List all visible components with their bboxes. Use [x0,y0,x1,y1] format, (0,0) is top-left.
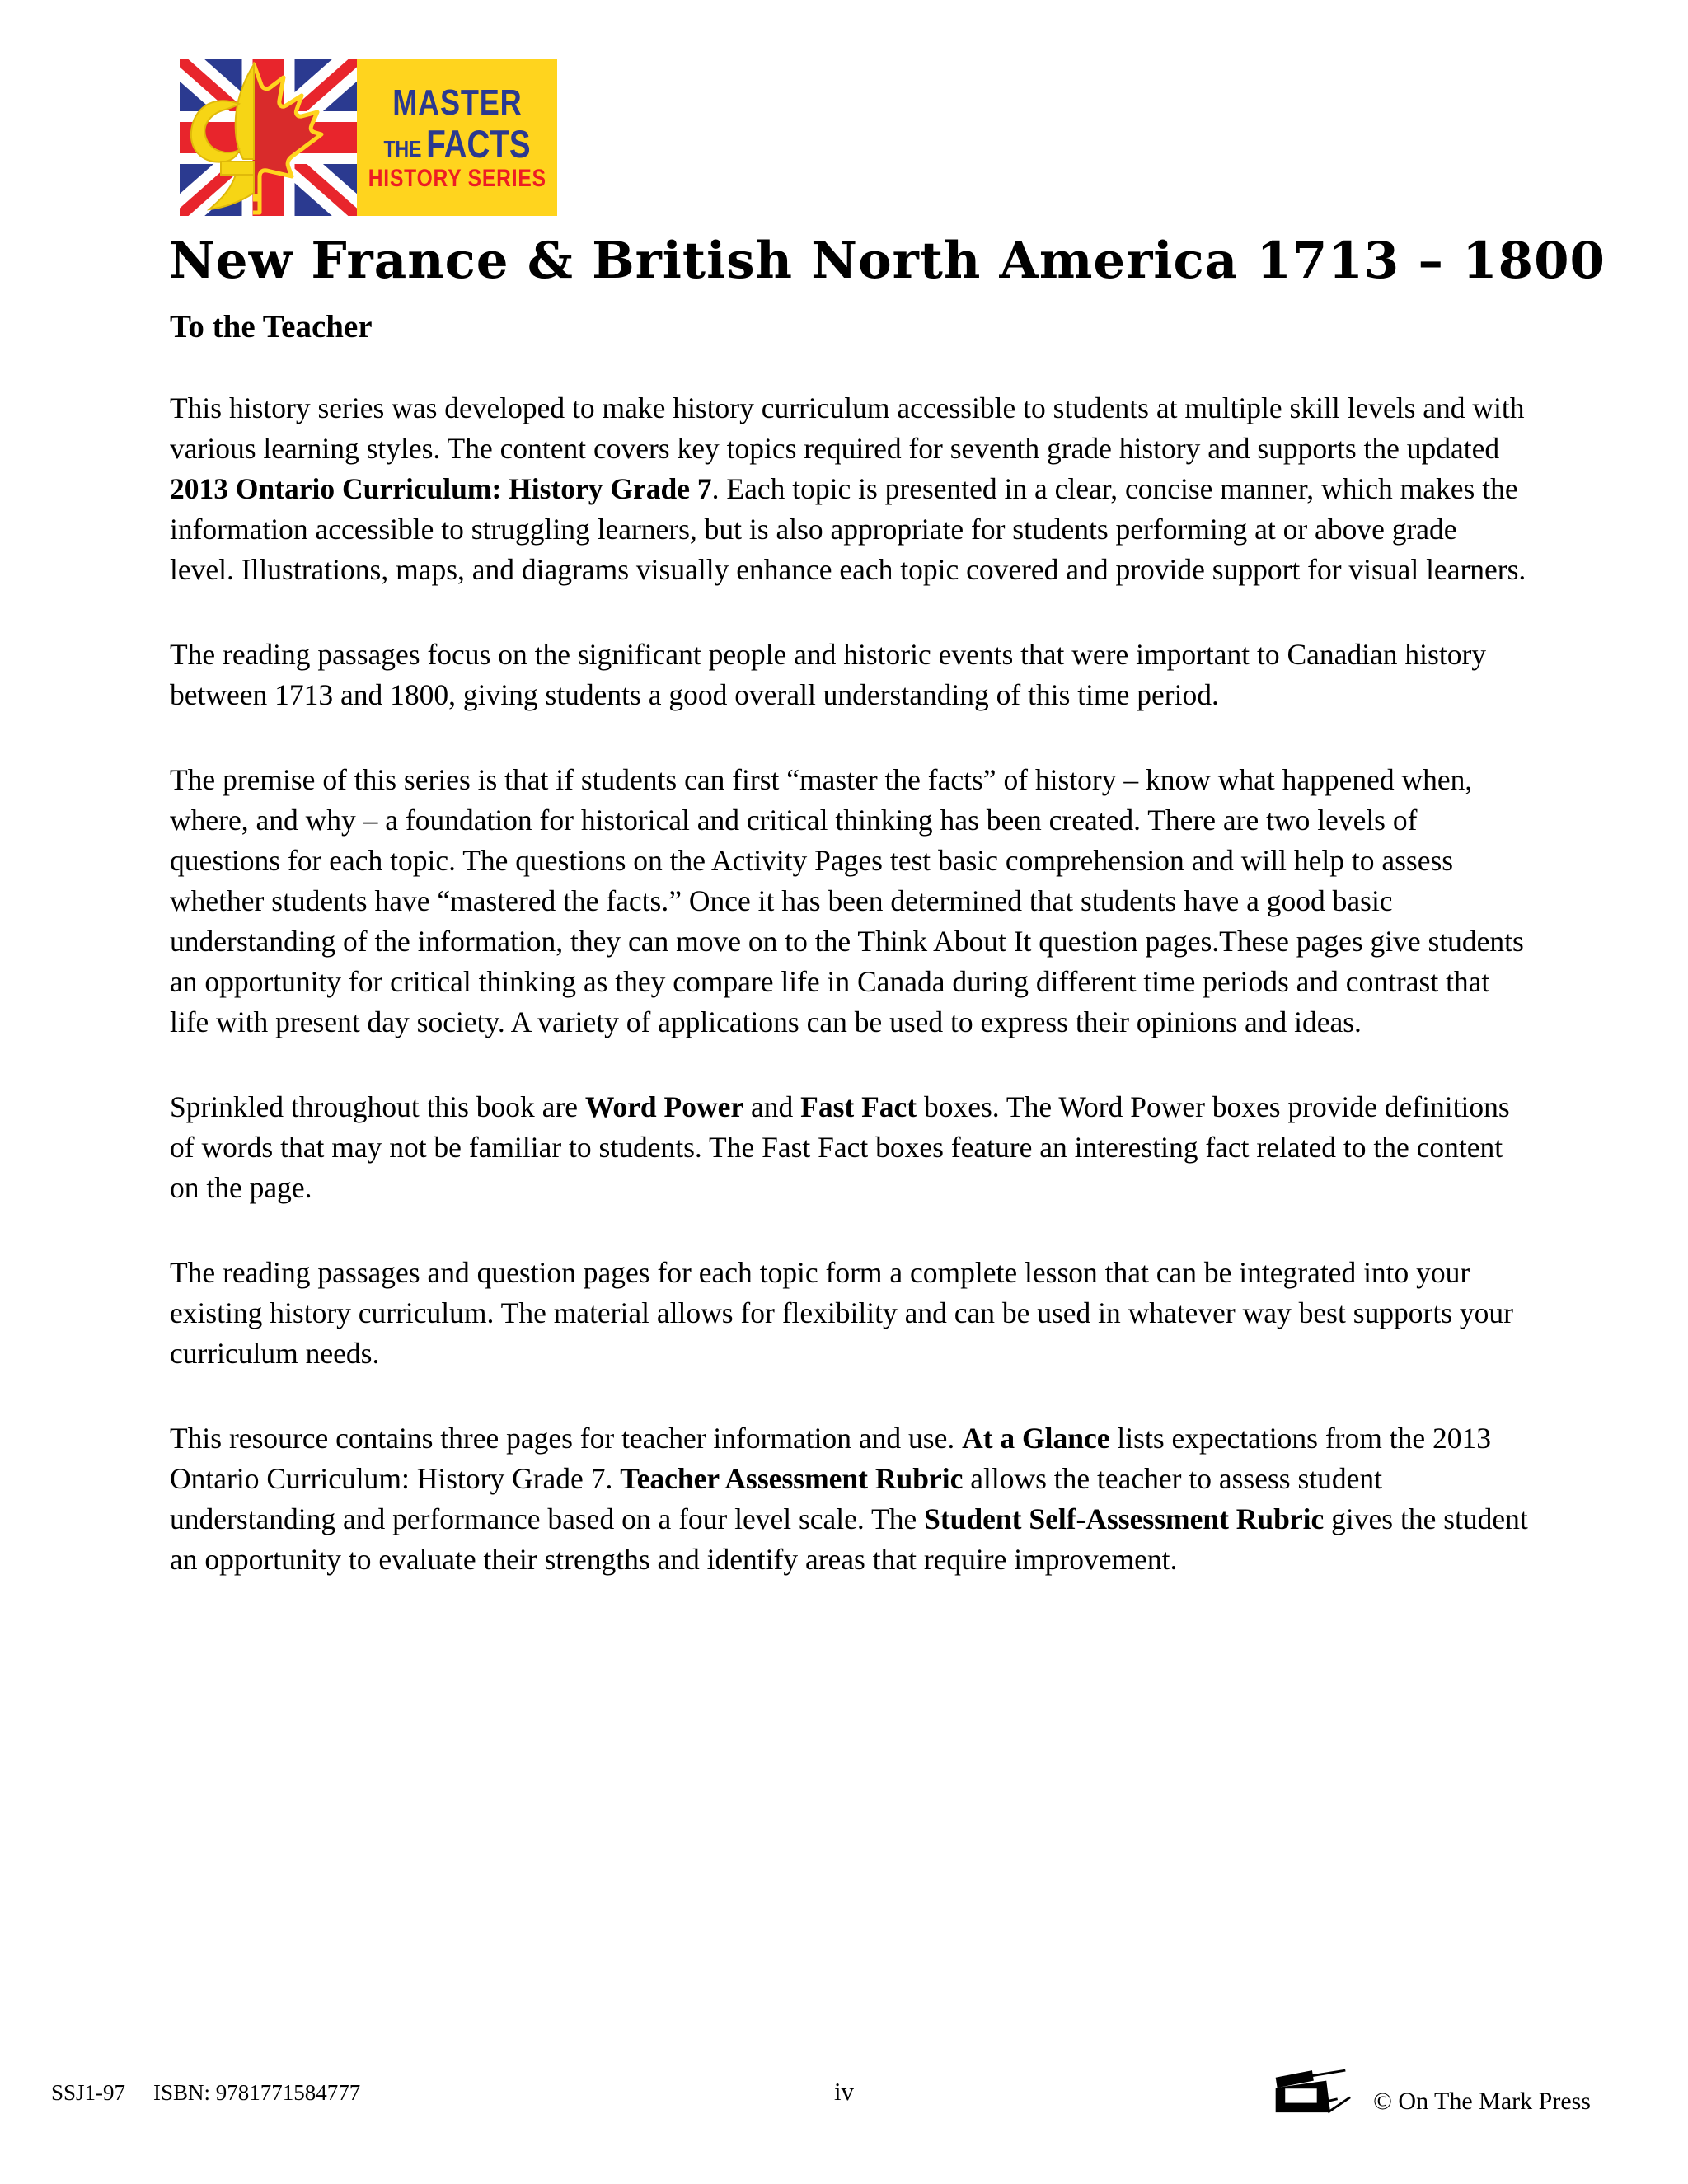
page-footer [0,2059,1688,2133]
logo-text-facts: FACTS [426,121,531,166]
text-run: Sprinkled throughout this book are [170,1090,585,1123]
bold-text-run: 2013 Ontario Curriculum: History Grade 7 [170,471,712,505]
isbn: ISBN: 9781771584777 [153,2080,361,2105]
text-run: The reading passages focus on the significant people and historic events that were important to Canadian history between 1713 and 1800, giving students a good overall understanding of this time period. [170,637,1487,711]
paragraph-1 [170,388,1528,590]
text-run: allows the teacher to assess student understanding and performance based on a four level scale. The [170,1461,1383,1535]
product-code: SSJ1-97 [51,2080,126,2105]
printer-icon [1269,2067,1352,2120]
text-run: This resource contains three pages for teacher information and use. [170,1421,963,1455]
paragraph-2 [170,635,1528,715]
text-run: and [743,1090,801,1123]
text-run: gives the student an opportunity to evaluate their strengths and identify areas that require improvement. [170,1502,1528,1576]
paragraph-5 [170,1253,1528,1374]
bold-text-run: Word Power [584,1090,744,1123]
bold-text-run: Student Self-Assessment Rubric [924,1502,1325,1535]
paragraph-3 [170,760,1528,1043]
fleur-de-lis-maple-leaf-emblem [180,59,328,216]
logo-text-the-facts [383,121,531,166]
logo-text-the: THE [383,136,422,162]
bold-text-run: Teacher Assessment Rubric [620,1461,964,1495]
bold-text-run: At a Glance [962,1421,1110,1455]
text-run: The premise of this series is that if students can first “master the facts” of history – know what happened when, where, and why – a foundation for historical and critical thinking has been created. There are two levels of questions for each topic. The questions on the Activity Pages test basic comprehension and will help to assess whether students have “mastered the facts.” Once it has been determined that students have a good basic understanding of the information, they can move on to the Think About It question pages.These pages give students an opportunity for critical thinking as they compare life in Canada during different time periods and contrast that life with present day society. A variety of applications can be used to express their opinions and ideas. [170,762,1524,1038]
logo-text-history-series: HISTORY SERIES [368,164,546,192]
bold-text-run: Fast Fact [800,1090,917,1123]
text-run: . Each topic is presented in a clear, concise manner, which makes the information accessible to struggling learners, but is also appropriate for students performing at or above grade level. Illustrations, maps, and diagrams visually enhance each topic covered and provide support for visual learners. [170,471,1526,586]
logo-title-box [357,59,557,216]
body-content [170,308,1528,1624]
text-run: This history series was developed to make history curriculum accessible to students at multiple skill levels and with various learning styles. The content covers key topics required for seventh grade history and supports the updated [170,391,1525,465]
footer-right [1269,2067,1591,2120]
logo-text-master: MASTER [392,82,523,123]
copyright: © On The Mark Press [1373,2088,1591,2115]
text-run: lists expectations from the 2013 Ontario Curriculum: History Grade 7. [170,1421,1491,1495]
paragraph-6 [170,1418,1528,1580]
brand-logo [180,59,557,216]
page-number: iv [833,2077,855,2106]
fleur-de-lis-icon [191,64,254,209]
page-title: New France & British North America 1713 – 1800 [169,232,1606,290]
text-run: boxes. The Word Power boxes provide definitions of words that may not be familiar to students. The Fast Fact boxes feature an interesting fact related to the content on the page. [170,1090,1510,1204]
paragraph-4 [170,1087,1528,1208]
section-heading: To the Teacher [170,309,373,344]
footer-left [51,2080,360,2106]
text-run: The reading passages and question pages for each topic form a complete lesson that can be integrated into your existing history curriculum. The material allows for flexibility and can be used in whatever way best supports your curriculum needs. [170,1255,1513,1370]
